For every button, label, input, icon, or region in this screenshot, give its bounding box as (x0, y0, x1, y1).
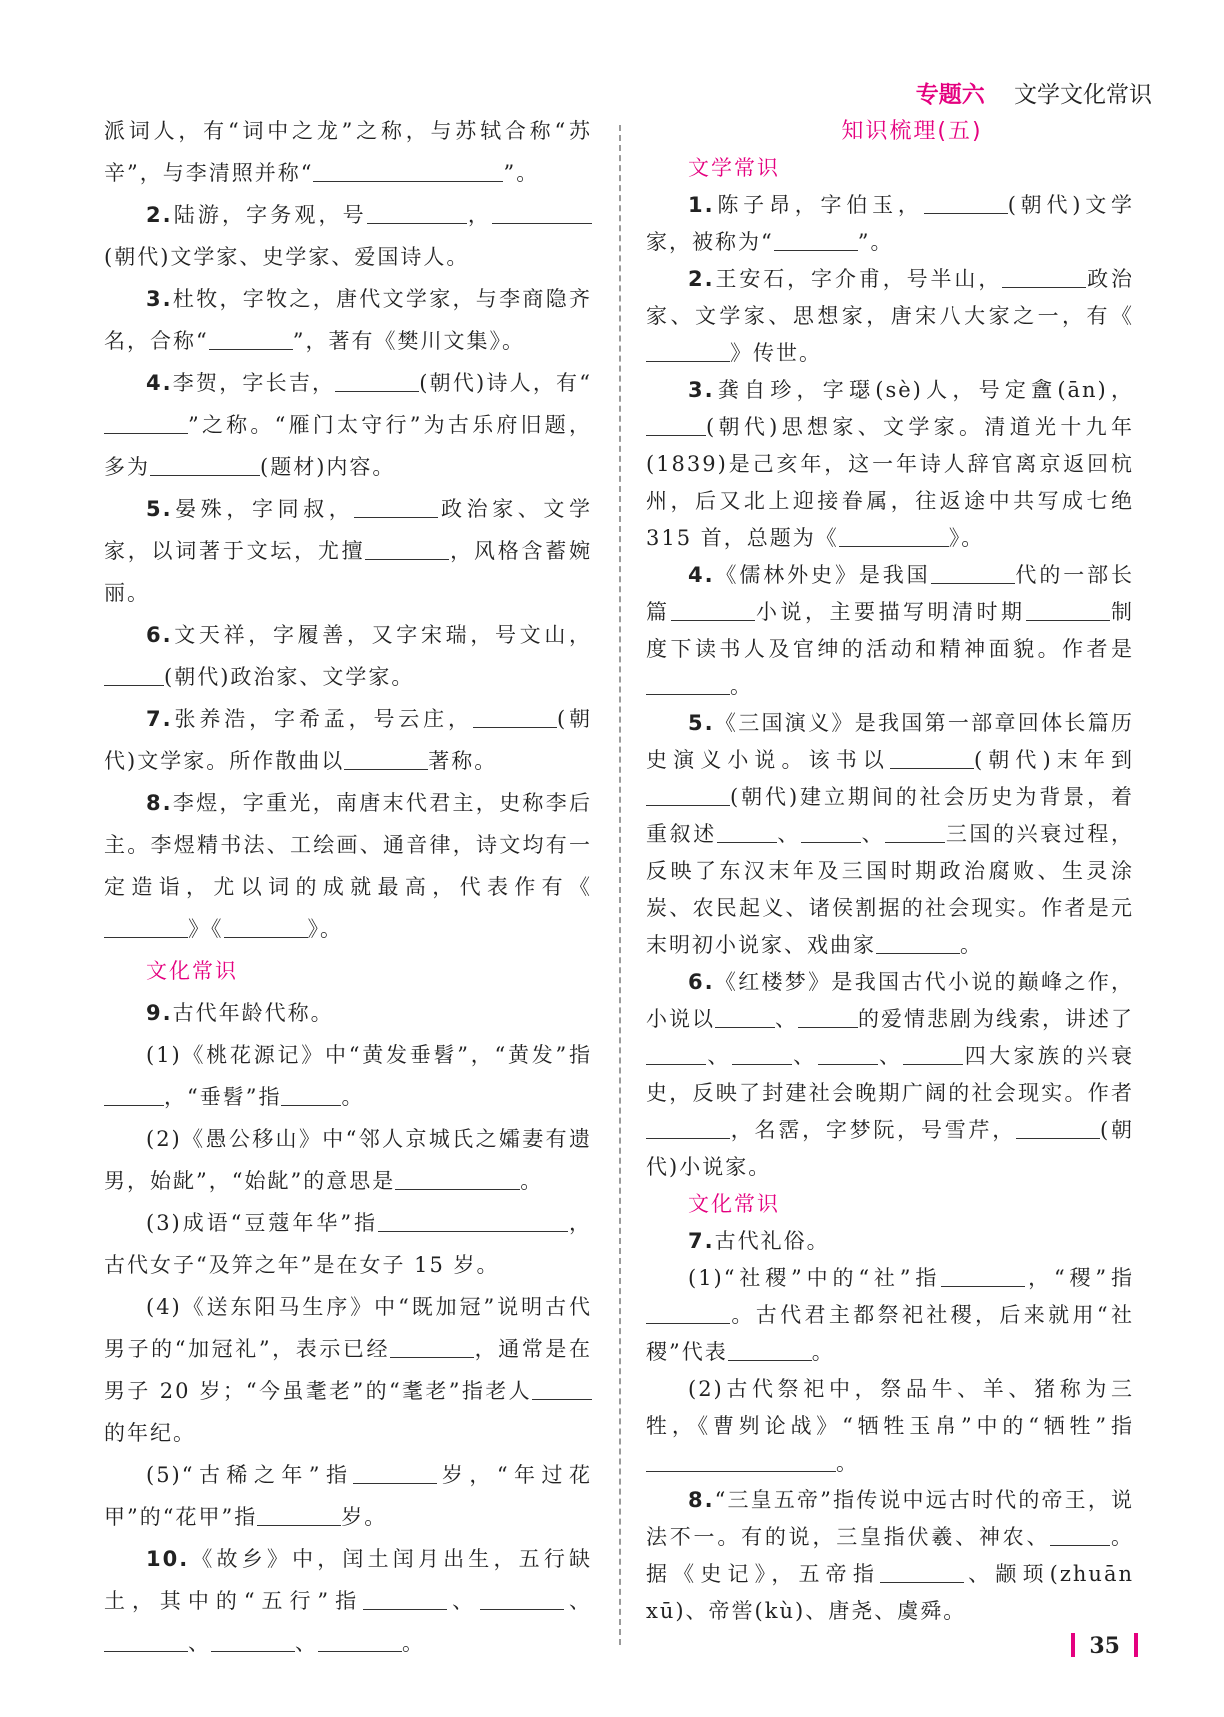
page-footer (1057, 1633, 1152, 1659)
question-3: 3.龚自珍，字璱(sè)人，号定盦(ān)，(朝代)思想家、文学家。清道光十九年(1839)是己亥年，这一年诗人辞官离京返回杭州，后又北上迎接眷属，往返途中共写成七绝 315 首，总题为《 》。 (646, 378, 1134, 550)
answer-blank[interactable] (890, 747, 974, 769)
footer-bar-right (1134, 1633, 1138, 1657)
answer-blank[interactable] (211, 1630, 295, 1652)
answer-blank[interactable] (209, 328, 293, 350)
question-5: 5.晏殊，字同叔， 政治家、文学家，以词著于文坛，尤擅 ，风格含蓄婉丽。 (104, 497, 593, 605)
answer-blank[interactable] (1016, 1117, 1100, 1139)
left-column (104, 110, 592, 1664)
question-7-2: (2)古代祭祀中，祭品牛、羊、猪称为三牲，《曹刿论战》“牺牲玉帛”中的“牺牲”指。 (646, 1377, 1134, 1475)
question-6: 6.《红楼梦》是我国古代小说的巅峰之作，小说以 、 的爱情悲剧为线索，讲述了、 、 、 四大家族的兴衰史，反映了封建社会晚期广阔的社会现实。作者，名霑，字梦阮，号雪芹， (朝代)小说家。 (646, 970, 1135, 1179)
question-9-2: (2)《愚公移山》中“邻人京城氏之孀妻有遗男，始龀”，“始龀”的意思是 。 (104, 1127, 592, 1193)
question-3: 3.杜牧，字牧之，唐代文学家，与李商隐齐名，合称“ ”，著有《樊川文集》。 (104, 287, 592, 353)
page-header (916, 76, 1152, 109)
answer-blank[interactable] (646, 673, 730, 695)
answer-blank[interactable] (104, 412, 188, 434)
answer-blank[interactable] (885, 821, 945, 843)
answer-blank[interactable] (924, 192, 1008, 214)
question-2: 2.王安石，字介甫，号半山， 政治家、文学家、思想家，唐宋八大家之一，有《》传世。 (646, 267, 1135, 365)
topic-tag: 专题六 (915, 82, 985, 108)
question-8: 8.“三皇五帝”指传说中远古时代的帝王，说法不一。有的说，三皇指伏羲、神农、 。据《史记》，五帝指 、颛顼(zhuān xū)、帝喾(kù)、唐尧、虞舜。 (646, 1488, 1135, 1623)
answer-blank[interactable] (646, 1043, 706, 1065)
answer-blank[interactable] (104, 1084, 164, 1106)
answer-blank[interactable] (732, 1043, 792, 1065)
answer-blank[interactable] (104, 1630, 188, 1652)
answer-blank[interactable] (839, 525, 949, 547)
answer-blank[interactable] (903, 1043, 963, 1065)
right-column (646, 113, 1134, 1630)
answer-blank[interactable] (363, 1588, 447, 1610)
answer-blank[interactable] (473, 706, 557, 728)
question-4: 4.《儒林外史》是我国 代的一部长篇 小说，主要描写明清时期 制度下读书人及官绅的活动和精神面貌。作者是。 (646, 563, 1134, 698)
answer-blank[interactable] (344, 748, 428, 770)
section-title: 知识梳理(五) (841, 119, 983, 144)
question-9-4: (4)《送东阳马生序》中“既加冠”说明古代男子的“加冠礼”，表示已经 ，通常是在男子 20 岁；“今虽耄老”的“耄老”指老人的年纪。 (104, 1295, 592, 1445)
section-heading: 文学常识 (688, 156, 780, 180)
question-7: 7.古代礼俗。 (688, 1229, 830, 1253)
answer-blank[interactable] (646, 1302, 730, 1324)
section-heading: 文化常识 (146, 959, 238, 983)
answer-blank[interactable] (671, 599, 755, 621)
answer-blank[interactable] (257, 1504, 341, 1526)
answer-blank[interactable] (318, 1630, 402, 1652)
answer-blank[interactable] (1026, 599, 1110, 621)
answer-blank[interactable] (876, 932, 960, 954)
answer-blank[interactable] (774, 229, 858, 251)
answer-blank[interactable] (150, 454, 260, 476)
answer-blank[interactable] (646, 784, 730, 806)
answer-blank[interactable] (492, 202, 592, 224)
question-9-5: (5)“古稀之年”指 岁，“年过花甲”的“花甲”指 岁。 (104, 1463, 592, 1529)
question-6: 6.文天祥，字履善，又字宋瑞，号文山，(朝代)政治家、文学家。 (104, 614, 592, 698)
answer-blank[interactable] (104, 664, 164, 686)
answer-blank[interactable] (365, 538, 449, 560)
answer-blank[interactable] (717, 821, 777, 843)
section-heading: 文化常识 (688, 1192, 780, 1216)
question-1: 1.陈子昂，字伯玉， (朝代)文学家，被称为“ ”。 (646, 193, 1135, 254)
answer-blank[interactable] (880, 1561, 964, 1583)
answer-blank[interactable] (646, 1117, 730, 1139)
answer-blank[interactable] (1050, 1524, 1110, 1546)
answer-blank[interactable] (378, 1210, 568, 1232)
answer-blank[interactable] (646, 340, 730, 362)
answer-blank[interactable] (728, 1339, 812, 1361)
answer-blank[interactable] (931, 562, 1015, 584)
answer-blank[interactable] (798, 1006, 858, 1028)
answer-blank[interactable] (1002, 266, 1086, 288)
page-number: 35 (1089, 1633, 1120, 1659)
answer-blank[interactable] (646, 1450, 836, 1472)
question-10: 10.《故乡》中，闰土闰月出生，五行缺土，其中的“五行”指 、 、、 、 。 (104, 1547, 593, 1655)
answer-blank[interactable] (281, 1084, 341, 1106)
answer-blank[interactable] (818, 1043, 878, 1065)
topic-title: 文学文化常识 (1014, 82, 1152, 108)
question-8: 8.李煜，字重光，南唐末代君主，史称李后主。李煜精书法、工绘画、通音律，诗文均有一定造诣，尤以词的成就最高，代表作有《》《 》。 (104, 791, 592, 941)
question-9: 9.古代年龄代称。 (146, 1001, 334, 1025)
answer-blank[interactable] (224, 916, 308, 938)
question-7: 7.张养浩，字希孟，号云庄， (朝代)文学家。所作散曲以 著称。 (104, 707, 593, 773)
continued-paragraph: 派词人，有“词中之龙”之称，与苏轼合称“苏辛”，与李清照并称“ ”。 (104, 119, 592, 185)
footer-bar-left (1071, 1633, 1075, 1657)
question-5: 5.《三国演义》是我国第一部章回体长篇历史演义小说。该书以 (朝代)末年到(朝代)建立期间的社会历史为背景，着重叙述 、 、 三国的兴衰过程，反映了东汉末年及三国时期政治腐败、生灵涂炭、农民起义、诸侯割据的社会现实。作者是元末明初小说家、戏曲家 。 (646, 711, 1135, 957)
answer-blank[interactable] (335, 370, 419, 392)
answer-blank[interactable] (367, 202, 467, 224)
answer-blank[interactable] (801, 821, 861, 843)
answer-blank[interactable] (715, 1006, 775, 1028)
answer-blank[interactable] (941, 1265, 1025, 1287)
answer-blank[interactable] (354, 496, 438, 518)
question-7-1: (1)“社稷”中的“社”指 ，“稷”指。古代君主都祭祀社稷，后来就用“社稷”代表 。 (646, 1266, 1134, 1364)
answer-blank[interactable] (104, 916, 188, 938)
answer-blank[interactable] (395, 1168, 520, 1190)
answer-blank[interactable] (480, 1588, 564, 1610)
answer-blank[interactable] (532, 1378, 592, 1400)
question-2: 2.陆游，字务观，号 ，(朝代)文学家、史学家、爱国诗人。 (104, 194, 592, 278)
answer-blank[interactable] (353, 1462, 437, 1484)
question-9-1: (1)《桃花源记》中“黄发垂髫”，“黄发”指，“垂髫”指 。 (104, 1034, 592, 1118)
answer-blank[interactable] (390, 1336, 474, 1358)
question-4: 4.李贺，字长吉， (朝代)诗人，有“”之称。“雁门太守行”为古乐府旧题，多为 (题材)内容。 (104, 371, 592, 479)
answer-blank[interactable] (313, 160, 503, 182)
question-9-3: (3)成语“豆蔻年华”指 ，古代女子“及笄之年”是在女子 15 岁。 (104, 1211, 593, 1277)
column-divider (619, 125, 621, 1645)
answer-blank[interactable] (646, 414, 706, 436)
